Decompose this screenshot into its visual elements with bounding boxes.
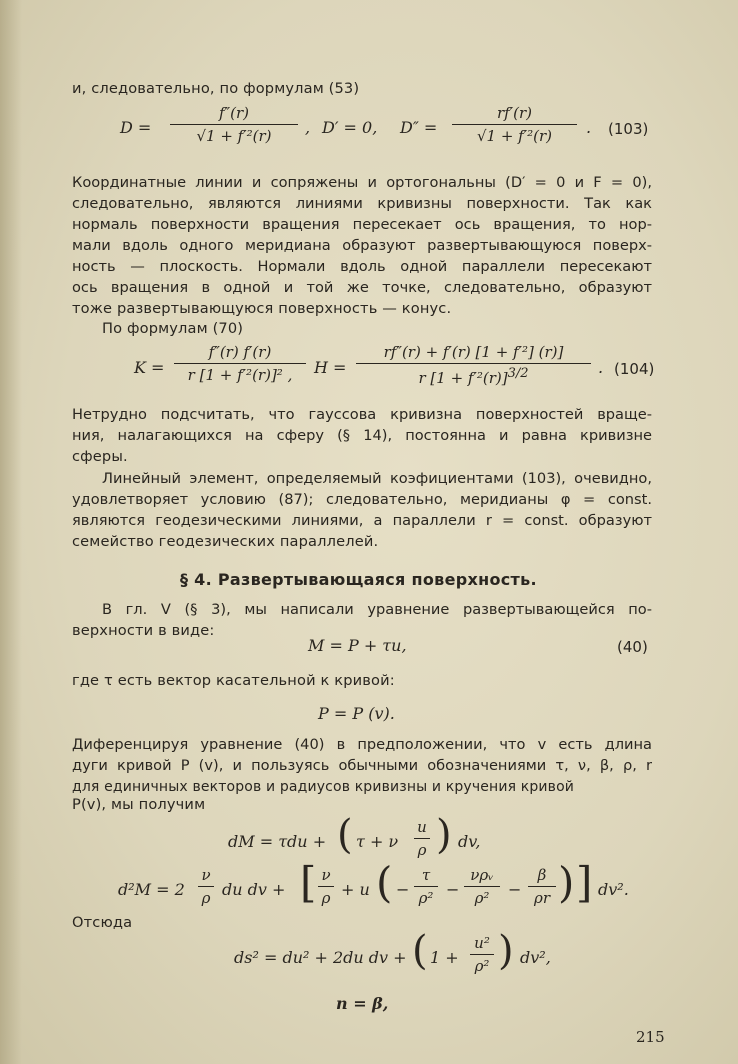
page-binding-shadow <box>0 0 22 1064</box>
eq103-Dpp-fraction: $\frac{rf'(r)}{\text{√1 + f′²(r)}}$ <box>452 104 577 145</box>
eq40: M = P + τu, <box>308 636 407 655</box>
formulas-70-line: По формулам (70) <box>102 320 244 337</box>
eq-ds-lhs: ds² = du² + 2du dv + <box>234 948 407 967</box>
eq-d2M-bracket-close: ] <box>576 858 593 907</box>
para2-line: Нетрудно подсчитать, что гауссова кривизна поверхностей враще- <box>72 406 652 423</box>
eq-d2M-f2: $\frac{\nu}{\rho}$ <box>318 866 334 907</box>
para1-line: Координатные линии и сопряжены и ортогональны (D′ = 0 и F = 0), <box>72 174 652 191</box>
eq103-dot: . <box>586 118 592 137</box>
eqP: P = P (v). <box>318 704 395 723</box>
para3-line: являются геодезическими линиями, а параллели r = const. образуют <box>72 512 652 529</box>
para4-last-line: верхности в виде: <box>72 622 215 639</box>
para2-line: ния, налагающихся на сферу (§ 14), постоянна и равна кривизне <box>72 427 652 444</box>
intro-line: и, следовательно, по формулам (53) <box>72 80 360 97</box>
para3-line: Линейный элемент, определяемый коэфициентами (103), очевидно, <box>102 470 652 487</box>
para2-last-line: сферы. <box>72 448 128 465</box>
eq-ds-paren-close: ) <box>498 928 514 974</box>
eq104-H: H = <box>314 358 347 377</box>
eq-dM-lhs: dM = τdu + <box>228 832 327 851</box>
eq-dM-inner: τ + ν <box>356 832 399 851</box>
eq-dM-paren-open: ( <box>337 812 353 858</box>
eq-ds-fraction: $\frac{\text{u²}}{\text{ρ²}}$ <box>470 934 494 975</box>
eq104-number: (104) <box>614 360 655 378</box>
eq-d2M-minus3: − <box>508 880 522 899</box>
eq103-D: D = <box>120 118 152 137</box>
para1-line: мали вдоль одного меридиана образуют развертывающуюся поверх- <box>72 237 652 254</box>
para3-last-line: семейство геодезических параллелей. <box>72 533 379 550</box>
para5-line3: для единичных векторов и радиусов кривизны и кручения кривой <box>72 779 575 795</box>
eq-d2M-mid: du dv + <box>222 880 286 899</box>
section-title: § 4. Развертывающаяся поверхность. <box>180 570 537 589</box>
para1-line: следовательно, являются линиями кривизны поверхности. Так как <box>72 195 652 212</box>
para5-line: дуги кривой P (v), и пользуясь обычными обозначениями τ, ν, β, ρ, r <box>72 757 652 774</box>
eq-d2M-bracket-open: [ <box>300 858 317 907</box>
eq-d2M-rhs: dv². <box>598 880 629 899</box>
page-number: 215 <box>636 1028 665 1046</box>
eq-d2M-paren-open: ( <box>376 858 393 907</box>
eq-d2M-lhs: d²M = 2 <box>118 880 185 899</box>
eq40-number: (40) <box>617 638 648 656</box>
eq103-Dpp: D″ = <box>400 118 438 137</box>
para1-line: нормаль поверхности вращения пересекает ось вращения, то нор- <box>72 216 652 233</box>
eq104-H-exponent: 3/2 <box>507 366 529 381</box>
eq104-dot: . <box>598 358 604 377</box>
eq-dM-rhs: dv, <box>458 832 481 851</box>
eq-dM-paren-close: ) <box>436 812 452 858</box>
eq104-H-fraction: $\frac{\text{rf″(r) + f′(r) [1 + f′²] (r)]}}{r [1 + f'^2(r)]^{3/2}}$ <box>356 343 591 387</box>
eq-dM-fraction: $\frac{u}{\rho}$ <box>414 818 430 859</box>
eq-d2M-paren-close: ) <box>558 858 575 907</box>
eq104-K: K = <box>134 358 165 377</box>
eq103-comma: , <box>305 118 311 137</box>
eq-d2M-f3: $\frac{\tau}{\text{ρ²}}$ <box>414 866 438 907</box>
tangent-line: где τ есть вектор касательной к кривой: <box>72 672 395 689</box>
eq-d2M-minus2: − <box>446 880 460 899</box>
eq104-K-fraction: $\frac{f''(r) f'(r)}{\text{r [1 + f′²(r)]² ,}}$ <box>174 343 306 384</box>
para1-line: ось вращения в одной и той же точке, следовательно, образуют <box>72 279 652 296</box>
eq-d2M-f5: $\frac{\beta}{\rho r}$ <box>528 866 556 907</box>
eq103-Dp: D′ = 0, <box>322 118 378 137</box>
otsyuda-line: Отсюда <box>72 914 133 931</box>
eq-d2M-f1: $\frac{\nu}{\rho}$ <box>198 866 214 907</box>
eq-ds-paren-open: ( <box>412 928 428 974</box>
eq103-D-fraction: $\frac{f''(r)}{\text{√1 + f′²(r)}}$ <box>170 104 298 145</box>
eq-d2M-f4: νρᵥ ρ² <box>464 866 500 907</box>
eq104-H-den: r [1 + f′²(r)] <box>418 369 508 387</box>
para5-line: Диференцируя уравнение (40) в предположении, что v есть длина <box>72 736 652 753</box>
eq-n: n = β, <box>336 994 389 1013</box>
eq-d2M-minus: − <box>396 880 410 899</box>
eq-d2M-plus-u: + u <box>341 880 370 899</box>
para5-last-line: P(v), мы получим <box>72 796 206 813</box>
eq103-number: (103) <box>608 120 649 138</box>
eq-ds-rhs: dv², <box>520 948 551 967</box>
para4-line: В гл. V (§ 3), мы написали уравнение развертывающейся по- <box>102 601 652 618</box>
para3-line: удовлетворяет условию (87); следовательно, меридианы φ = const. <box>72 491 652 508</box>
para1-last-line: тоже развертывающуюся поверхность — конус. <box>72 300 452 317</box>
eq-ds-one: 1 + <box>430 948 459 967</box>
para1-line: ность — плоскость. Нормали вдоль одной параллели пересекают <box>72 258 652 275</box>
